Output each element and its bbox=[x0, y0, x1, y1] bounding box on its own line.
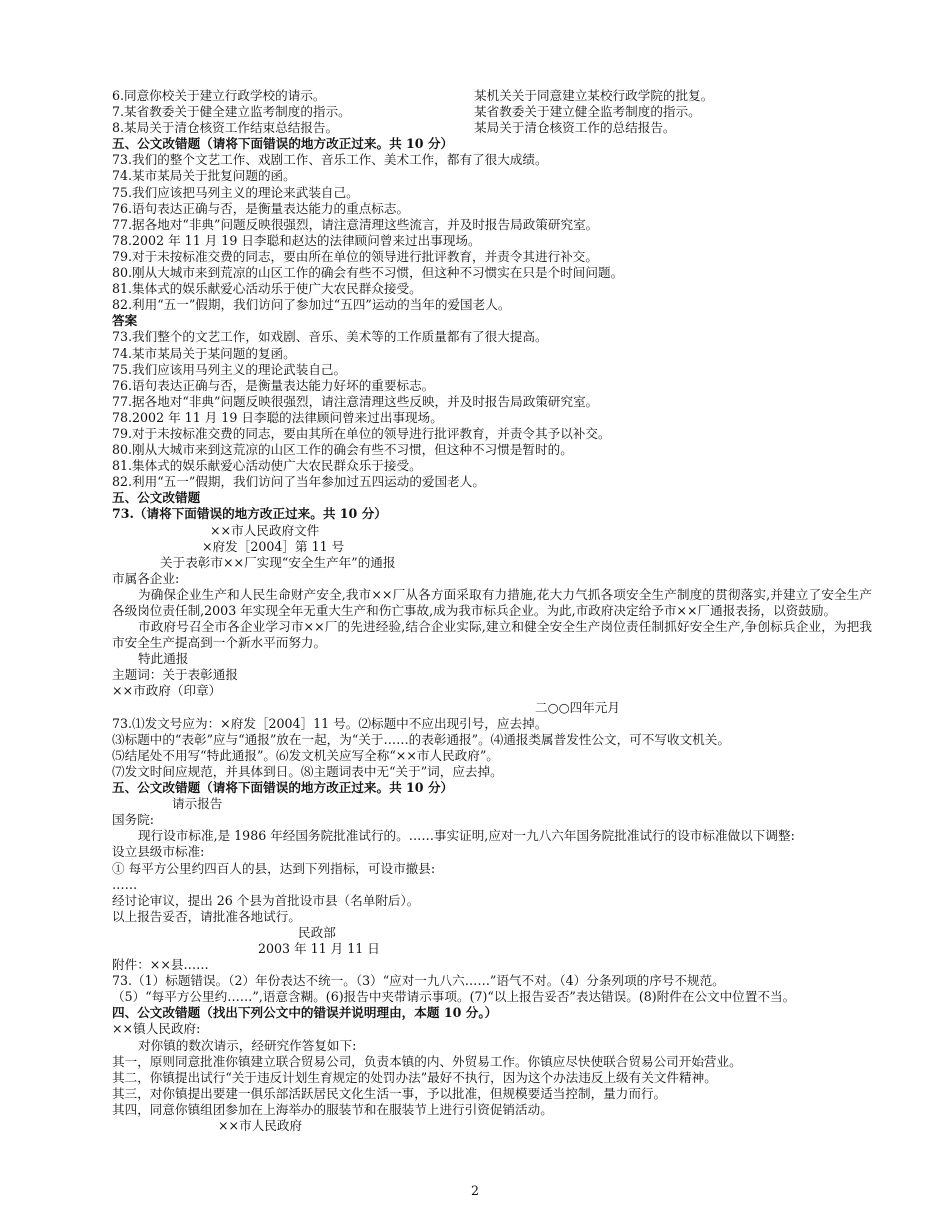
answer-line: 79.对于未按标准交费的同志，要由其所在单位的领导进行批评教育，并责令其予以补交。 bbox=[112, 425, 611, 441]
answer-line: 74.某市某局关于某问题的复函。 bbox=[112, 345, 296, 361]
original-title: 8.某局关于清仓核资工作结束总结报告。 bbox=[112, 120, 339, 136]
answer-line: 76.语句表达正确与否，是衡量表达能力好坏的重要标志。 bbox=[112, 377, 435, 393]
question-line: 76.语句表达正确与否，是衡量表达能力的重点标志。 bbox=[112, 200, 410, 216]
doc-item: 其二，你镇提出试行“关于违反计划生育规定的处罚办法”最好不执行，因为这个办法违反上级有关文件精神。 bbox=[112, 1069, 717, 1085]
question-line: 82.利用“五一”假期，我们访问了参加过“五四”运动的当年的爱国老人。 bbox=[112, 297, 511, 313]
doc-paragraph: …… bbox=[112, 876, 138, 892]
doc-paragraph: 以上报告妥否，请批准各地试行。 bbox=[112, 908, 301, 924]
question-line: 78.2002 年 11 月 19 日李聪和赵达的法律顾问曾来过出事现场。 bbox=[112, 232, 481, 248]
doc-item: 其四，同意你镇组团参加在上海举办的服装节和在服装节上进行引资促销活动。 bbox=[112, 1101, 553, 1117]
doc-attachment: 附件：××县…… bbox=[112, 957, 209, 973]
doc-number: ×府发［2004］第 11 号 bbox=[202, 538, 345, 554]
question-line: 80.刚从大城市来到荒凉的山区工作的确会有些不习惯，但这种不习惯实在只是个时间问题。 bbox=[112, 265, 624, 281]
answer-heading: 答案 bbox=[112, 313, 138, 329]
page-number: 2 bbox=[470, 1183, 479, 1198]
question-heading: 73.（请将下面错误的地方改正过来。共 10 分） bbox=[112, 506, 387, 522]
question-line: 79.对于未按标准交费的同志，要由所在单位的领导进行批评教育，并责令其进行补交。 bbox=[112, 248, 598, 264]
doc-recipient: 市属各企业: bbox=[112, 570, 180, 586]
question-line: 73.我们的整个文艺工作、戏剧工作、音乐工作、美术工作，都有了很大成绩。 bbox=[112, 152, 548, 168]
answer-line: 81.集体式的娱乐献爱心活动使广大农民群众乐于接受。 bbox=[112, 458, 422, 474]
question-line: 74.某市某局关于批复问题的函。 bbox=[112, 168, 296, 184]
answer-line: 73.⑴发文号应为：×府发［2004］11 号。⑵标题中不应出现引号，应去掉。 bbox=[112, 715, 548, 731]
doc-signature: ××市人民政府 bbox=[218, 1118, 303, 1133]
answer-line: 73.我们整个的文艺工作，如戏剧、音乐、美术等的工作质量都有了很大提高。 bbox=[112, 329, 548, 345]
answer-line: ⑸结尾处不用写“特此通报”。⑹发文机关应写全称“××市人民政府”。 bbox=[112, 747, 499, 763]
doc-signature: 民政部 bbox=[298, 924, 336, 940]
doc-item: 其一，原则同意批准你镇建立联合贸易公司，负责本镇的内、外贸易工作。你镇应尽快使联合贸易公司开始营业。 bbox=[112, 1053, 742, 1069]
section-heading: 五、公文改错题 bbox=[112, 490, 201, 506]
doc-header: ××市人民政府文件 bbox=[210, 522, 320, 538]
doc-paragraph: 现行设市标准,是 1986 年经国务院批准试行的。……事实证明,应对一九八六年国务院批准试行的设市标准做以下调整: bbox=[138, 828, 795, 844]
doc-title: 关于表彰市××厂实现“安全生产年”的通报 bbox=[160, 554, 396, 570]
answer-line: 75.我们应该用马列主义的理论武装自己。 bbox=[112, 361, 347, 377]
corrected-title: 某省教委关于建立健全监考制度的指示。 bbox=[474, 104, 701, 120]
doc-paragraph: 为确保企业生产和人民生命财产安全,我市××厂从各方面采取有力措施,花大力气抓各项安全生产制度的贯彻落实,并建立了安全生产各级岗位责任制,2003 年实现全年无重大生产和伤亡事故,成为我市标兵企业。为此,市政府决定给予市××厂通报表扬，以资鼓励。 bbox=[112, 586, 872, 618]
approve-row bbox=[112, 120, 872, 136]
doc-signature: ××市政府（印章） bbox=[112, 683, 222, 699]
doc-paragraph: 设立县级市标准: bbox=[112, 844, 205, 860]
question-line: 77.据各地对“非典”问题反映很强烈，请注意清理这些流言，并及时报告局政策研究室。 bbox=[112, 216, 599, 232]
doc-keywords: 主题词：关于表彰通报 bbox=[112, 667, 238, 683]
answer-line: 77.据各地对“非典”问题反映很强烈，请注意清理这些反映，并及时报告局政策研究室。 bbox=[112, 393, 599, 409]
original-title: 6.同意你校关于建立行政学校的请示。 bbox=[112, 88, 326, 103]
doc-recipient: 国务院: bbox=[112, 812, 155, 828]
doc-date: 2003 年 11 月 11 日 bbox=[258, 940, 380, 956]
section-heading: 五、公文改错题（请将下面错误的地方改正过来。共 10 分） bbox=[112, 780, 454, 796]
answer-line: 73.（1）标题错误。（2）年份表达不统一。（3）“应对一九八六……”语气不对。（4）分条列项的序号不规范。 bbox=[112, 973, 725, 989]
doc-date: 二○○四年元月 bbox=[535, 699, 620, 715]
doc-paragraph: 市政府号召全市各企业学习市××厂的先进经验,结合企业实际,建立和健全安全生产岗位责任制抓好安全生产,争创标兵企业，为把我市安全生产提高到一个新水平而努力。 bbox=[112, 619, 872, 651]
doc-recipient: ××镇人民政府: bbox=[112, 1021, 201, 1037]
answer-line: （5）“每平方公里约……”,语意含糊。(6)报告中夹带请示事项。(7)“以上报告妥否”表达错误。(8)附件在公文中位置不当。 bbox=[112, 989, 796, 1005]
original-title: 7.某省教委关于健全建立监考制度的指示。 bbox=[112, 104, 351, 120]
answer-line: ⑶标题中的“表彰”应与“通报”放在一起，为“关于……的表彰通报”。⑷通报类属普发性公文，可不写收文机关。 bbox=[112, 731, 730, 747]
section-heading: 五、公文改错题（请将下面错误的地方改正过来。共 10 分） bbox=[112, 136, 454, 152]
doc-paragraph: ① 每平方公里约四百人的县，达到下列指标，可设市撤县: bbox=[112, 860, 436, 876]
approve-row bbox=[112, 104, 872, 120]
corrected-title: 某机关关于同意建立某校行政学院的批复。 bbox=[474, 88, 714, 103]
doc-paragraph: 经讨论审议，提出 26 个县为首批设市县（名单附后）。 bbox=[112, 892, 420, 908]
doc-paragraph: 对你镇的数次请示，经研究作答复如下: bbox=[138, 1037, 357, 1053]
doc-title: 请示报告 bbox=[172, 796, 223, 812]
section-heading: 四、公文改错题（找出下列公文中的错误并说明理由，本题 10 分。） bbox=[112, 1005, 498, 1021]
answer-line: ⑺发文时间应规范，并具体到日。⑻主题词表中无“关于”词，应去掉。 bbox=[112, 763, 503, 779]
document-page bbox=[112, 88, 872, 1134]
answer-line: 82.利用“五一”假期，我们访问了当年参加过五四运动的爱国老人。 bbox=[112, 474, 485, 490]
question-line: 75.我们应该把马列主义的理论来武装自己。 bbox=[112, 184, 359, 200]
answer-line: 80.刚从大城市来到这荒凉的山区工作的确会有些不习惯，但这种不习惯是暂时的。 bbox=[112, 442, 573, 458]
approve-row bbox=[112, 88, 872, 104]
doc-closing: 特此通报 bbox=[138, 651, 189, 667]
question-line: 81.集体式的娱乐献爱心活动乐于使广大农民群众接受。 bbox=[112, 281, 422, 297]
doc-item: 其三，对你镇提出要建一俱乐部活跃居民文化生活一事，予以批准，但规模要适当控制，量力而行。 bbox=[112, 1085, 667, 1101]
corrected-title: 某局关于清仓核资工作的总结报告。 bbox=[474, 120, 676, 136]
answer-line: 78.2002 年 11 月 19 日李聪的法律顾问曾来过出事现场。 bbox=[112, 409, 443, 425]
